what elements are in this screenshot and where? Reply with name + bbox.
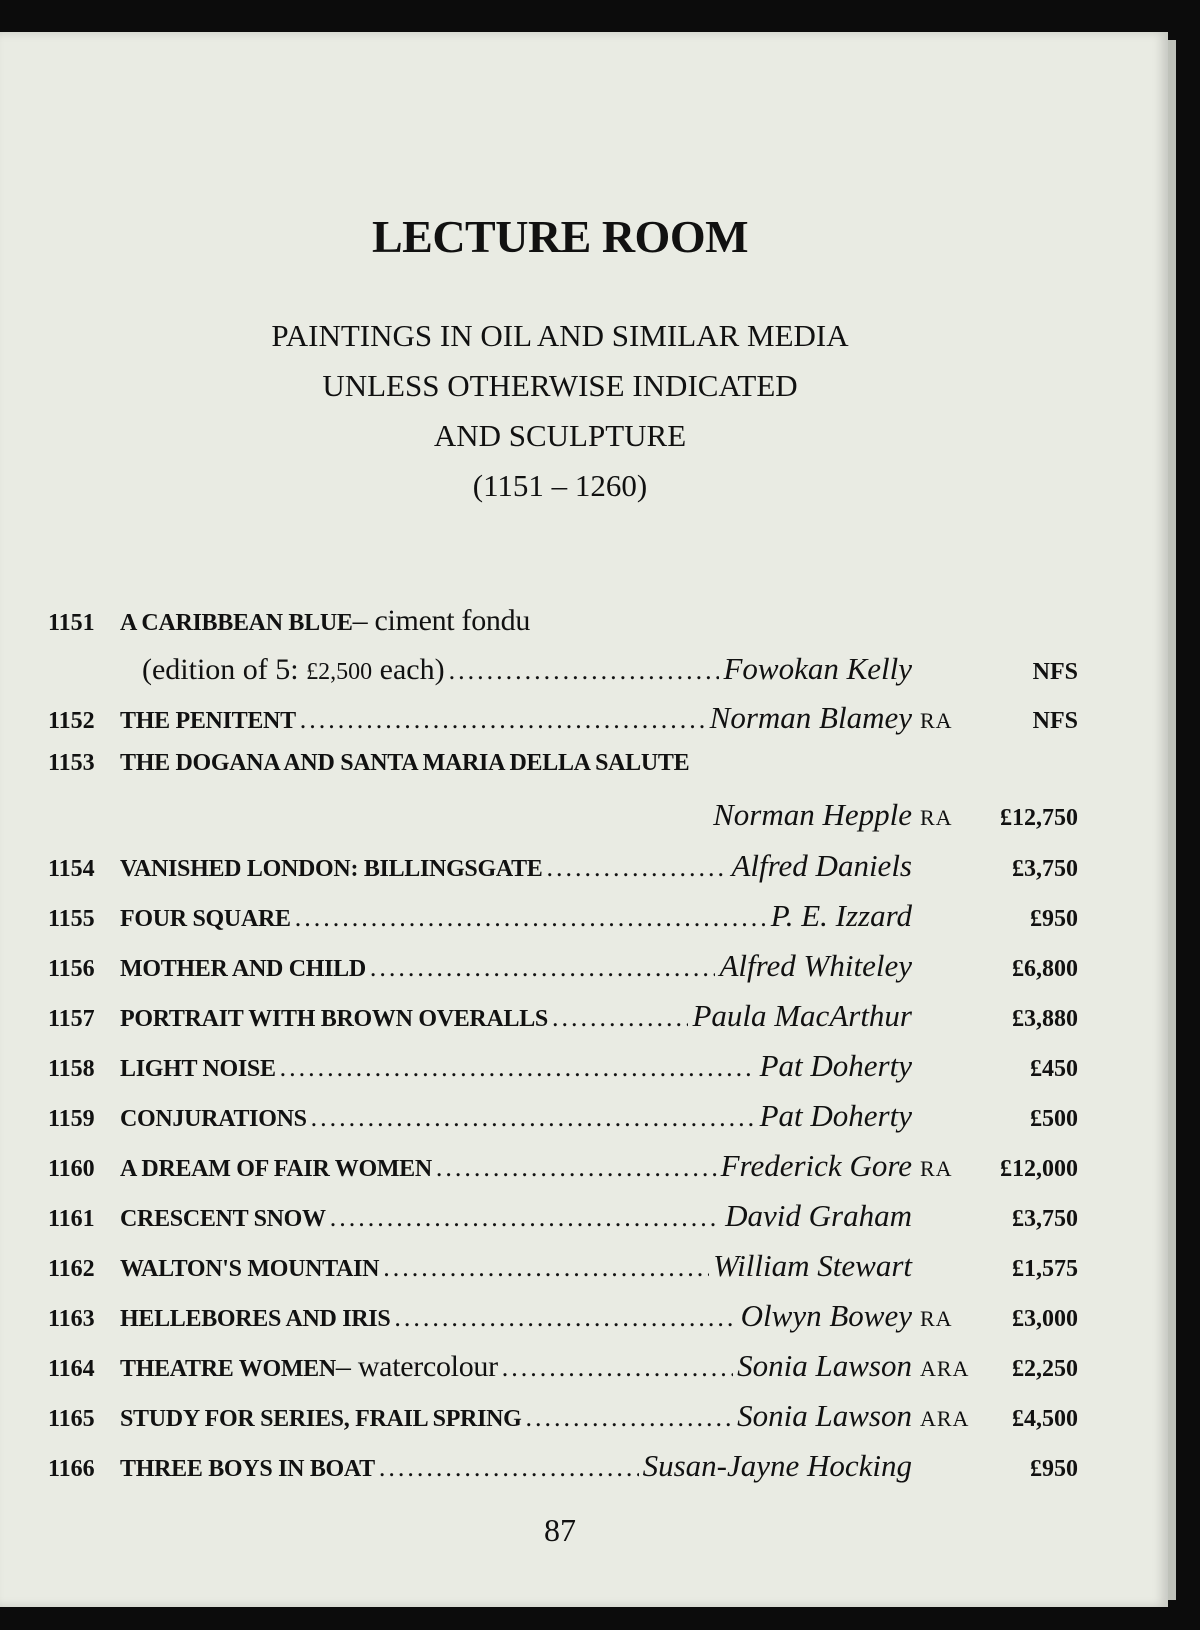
entry-suffix: RA [920, 805, 953, 830]
subtitle-line-2: UNLESS OTHERWISE INDICATED [322, 368, 798, 403]
entry-artist: Norman Blamey [709, 700, 912, 735]
entry-price: £12,750 [1000, 805, 1078, 831]
entry-medium: – watercolour [335, 1350, 498, 1383]
page-number: 87 [544, 1512, 576, 1548]
entry-1156 [48, 948, 1078, 992]
entry-title: PORTRAIT WITH BROWN OVERALLS [120, 1006, 548, 1032]
entry-number: 1158 [48, 1056, 95, 1082]
leader-dots [311, 1103, 756, 1133]
entry-1155 [48, 898, 1078, 942]
entry-title: THE DOGANA AND SANTA MARIA DELLA SALUTE [120, 750, 690, 776]
entry-suffix: RA [920, 1306, 953, 1331]
entry-suffix: ARA [920, 1406, 970, 1431]
entry-title: LIGHT NOISE [120, 1056, 276, 1082]
entry-price: NFS [1032, 708, 1078, 734]
leader-dots [280, 1053, 756, 1083]
entry-price: £950 [1030, 1456, 1078, 1482]
leader-dots [552, 1003, 688, 1033]
entry-artist: Sonia Lawson [737, 1348, 912, 1383]
entry-title: THREE BOYS IN BOAT [120, 1456, 375, 1482]
entry-number: 1157 [48, 1006, 95, 1032]
entry-1151-continuation [142, 651, 1078, 695]
entry-price: £6,800 [1012, 956, 1078, 982]
entry-artist: David Graham [725, 1198, 912, 1233]
entry-artist: Olwyn Bowey [740, 1298, 912, 1333]
entry-price: £4,500 [1012, 1406, 1078, 1432]
leader-dots [300, 705, 706, 735]
entry-title: VANISHED LONDON: BILLINGSGATE [120, 856, 543, 882]
entry-suffix: RA [920, 1156, 953, 1181]
edition-note: (edition of 5: £2,500 each) [142, 653, 445, 686]
entry-artist: P. E. Izzard [770, 898, 912, 933]
entry-1151 [48, 604, 1078, 648]
entry-number: 1165 [48, 1406, 95, 1432]
entry-price: £3,750 [1012, 856, 1078, 882]
leader-dots [526, 1403, 734, 1433]
subtitle-line-1: PAINTINGS IN OIL AND SIMILAR MEDIA [271, 318, 849, 353]
entry-artist: Susan-Jayne Hocking [642, 1448, 912, 1483]
entry-price: £950 [1030, 906, 1078, 932]
entry-title: THE PENITENT [120, 708, 296, 734]
entry-number: 1161 [48, 1206, 95, 1232]
entry-1159 [48, 1098, 1078, 1142]
entry-1152 [48, 700, 1078, 744]
entry-number: 1151 [48, 610, 95, 636]
entry-title: STUDY FOR SERIES, FRAIL SPRING [120, 1406, 522, 1432]
entry-number: 1153 [48, 750, 95, 776]
leader-dots [370, 953, 716, 983]
entry-number: 1156 [48, 956, 95, 982]
entry-1162 [48, 1248, 1078, 1292]
entry-1161 [48, 1198, 1078, 1242]
entry-title: THEATRE WOMEN [120, 1356, 336, 1382]
entry-number: 1160 [48, 1156, 95, 1182]
entry-price: £2,250 [1012, 1356, 1078, 1382]
entry-1160 [48, 1148, 1078, 1192]
entry-title: MOTHER AND CHILD [120, 956, 366, 982]
entry-1158 [48, 1048, 1078, 1092]
entry-price: £3,880 [1012, 1006, 1078, 1032]
subtitle-line-3: AND SCULPTURE [433, 418, 687, 453]
entry-title: CRESCENT SNOW [120, 1206, 326, 1232]
leader-dots [383, 1253, 709, 1283]
entry-artist: Paula MacArthur [692, 998, 912, 1033]
entry-artist: Pat Doherty [759, 1098, 912, 1133]
entry-price: £3,750 [1012, 1206, 1078, 1232]
entry-artist: Fowokan Kelly [723, 651, 912, 686]
entry-artist: William Stewart [713, 1248, 912, 1283]
entry-title: WALTON'S MOUNTAIN [120, 1256, 380, 1282]
entry-1163 [48, 1298, 1078, 1342]
entry-artist: Norman Hepple [713, 797, 912, 832]
entry-price: £12,000 [1000, 1156, 1078, 1182]
entry-price: £450 [1030, 1056, 1078, 1082]
entry-title: CONJURATIONS [120, 1106, 307, 1132]
entry-number: 1152 [48, 708, 95, 734]
entry-suffix: RA [920, 708, 953, 733]
entry-1154 [48, 848, 1078, 892]
leader-dots [394, 1303, 736, 1333]
leader-dots [436, 1153, 717, 1183]
entry-1166 [48, 1448, 1078, 1492]
leader-dots [295, 903, 767, 933]
entry-artist: Alfred Daniels [731, 848, 912, 883]
entry-title: A CARIBBEAN BLUE [120, 610, 353, 636]
entry-1165 [48, 1398, 1078, 1442]
entry-number: 1154 [48, 856, 95, 882]
entry-artist: Pat Doherty [759, 1048, 912, 1083]
entry-title: FOUR SQUARE [120, 906, 291, 932]
entry-number: 1155 [48, 906, 95, 932]
entry-artist: Sonia Lawson [737, 1398, 912, 1433]
leader-dots [379, 1453, 639, 1483]
entry-1153 [48, 750, 1078, 794]
page-edge [1168, 40, 1176, 1600]
entry-price: £1,575 [1012, 1256, 1078, 1282]
entry-price: NFS [1032, 659, 1078, 685]
entry-number: 1159 [48, 1106, 95, 1132]
leader-dots [502, 1353, 733, 1383]
leader-dots [449, 656, 720, 686]
entry-number: 1162 [48, 1256, 95, 1282]
entry-1164 [48, 1348, 1078, 1392]
entry-1153-artist-line [48, 797, 1078, 841]
entry-price: £500 [1030, 1106, 1078, 1132]
entry-medium: – ciment fondu [352, 604, 531, 637]
page-title: LECTURE ROOM [371, 211, 749, 262]
entry-artist: Frederick Gore [720, 1148, 912, 1183]
entry-1157 [48, 998, 1078, 1042]
entry-title: A DREAM OF FAIR WOMEN [120, 1156, 432, 1182]
entry-suffix: ARA [920, 1356, 970, 1381]
entry-artist: Alfred Whiteley [719, 948, 912, 983]
catalogue-range: (1151 – 1260) [472, 468, 648, 503]
entry-number: 1164 [48, 1356, 95, 1382]
entry-number: 1163 [48, 1306, 95, 1332]
entry-price: £3,000 [1012, 1306, 1078, 1332]
leader-dots [330, 1203, 721, 1233]
entry-title: HELLEBORES AND IRIS [120, 1306, 391, 1332]
leader-dots [547, 853, 728, 883]
entry-number: 1166 [48, 1456, 95, 1482]
